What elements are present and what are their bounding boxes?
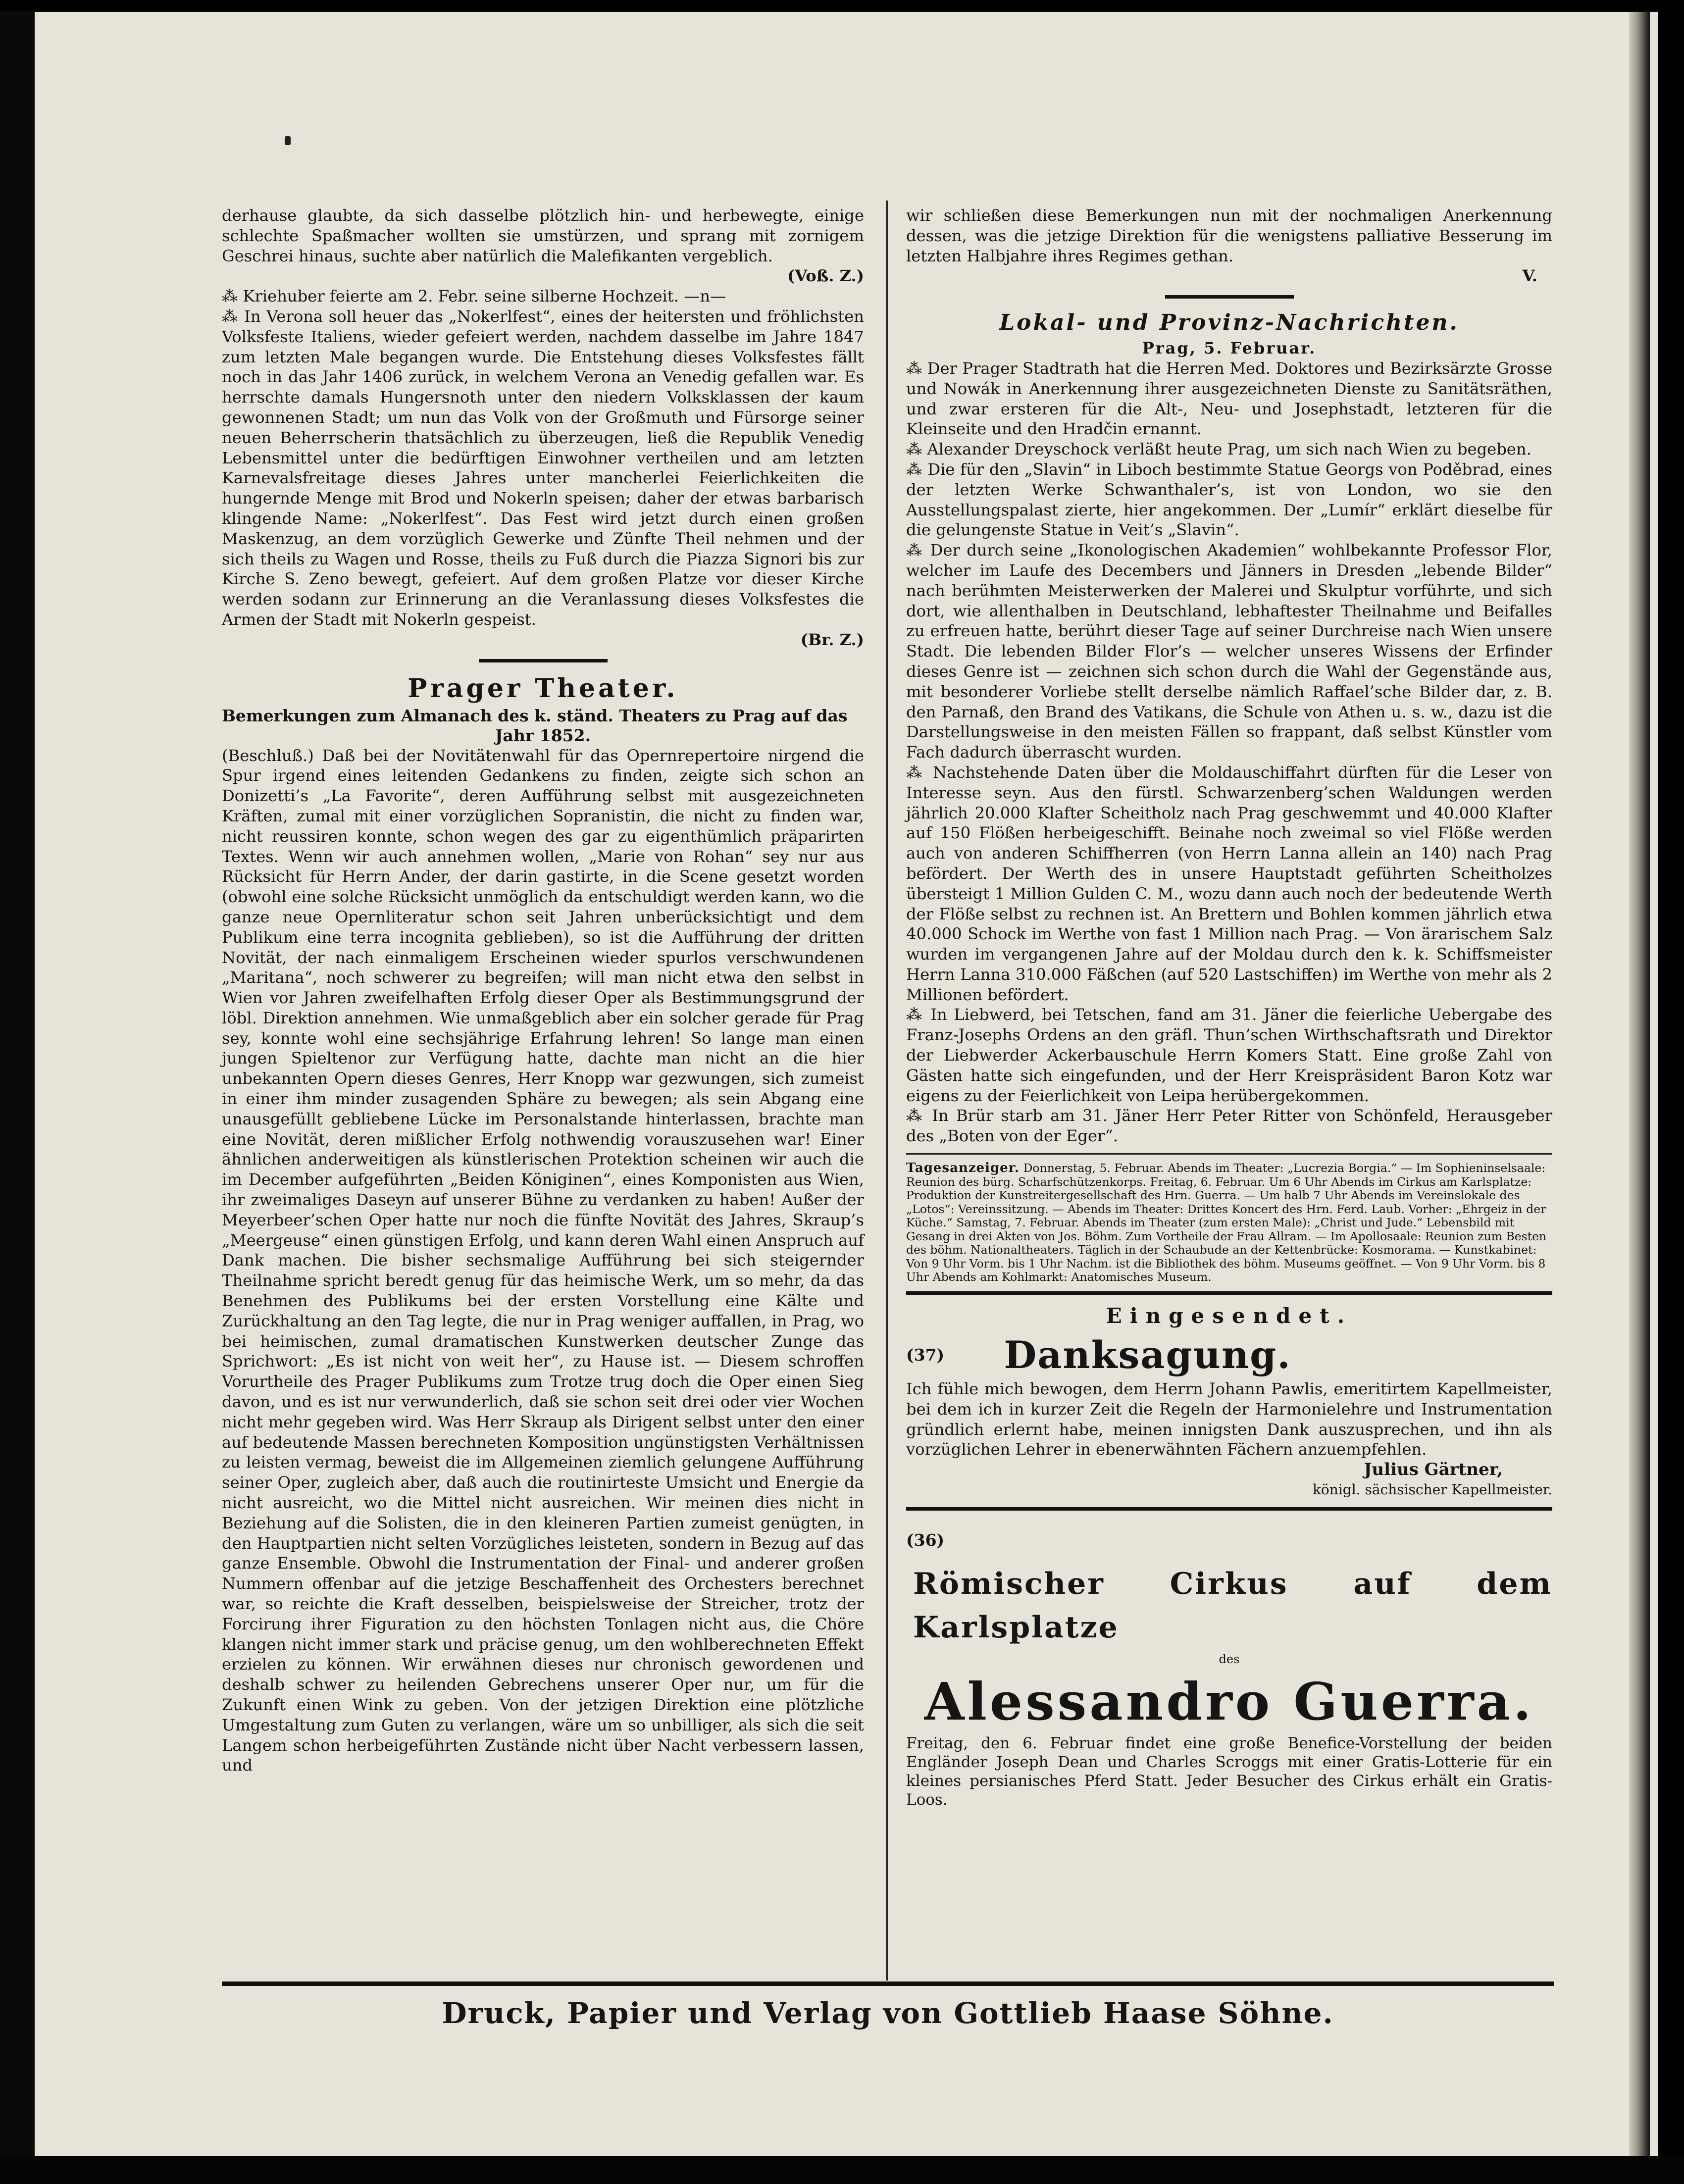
local-news-item: ⁂ In Brür starb am 31. Jäner Herr Peter Ritter von Schönfeld, Herausgeber des „Boten von der Eger“.	[906, 1106, 1552, 1146]
ad-danksagung-signature: Julius Gärtner,	[1364, 1460, 1503, 1480]
section-divider	[906, 1291, 1552, 1295]
ad-danksagung-title: Danksagung.	[1004, 1333, 1291, 1377]
local-news-item: ⁂ Der durch seine „Ikonologischen Akademien“ wohlbekannte Professor Flor, welcher im Laufe des Decembers und Jänners in Dresden „lebende Bilder“ nach berühmten Meisterwerken der Malerei und Skulptur vorführte, und sich dort, wie allenthalben in Deutschland, lebhaftester Theilnahme und Beifalles zu erfreuen hatte, berührt dieser Tage auf seiner Durchreise nach Wien unsere Stadt. Die lebenden Bilder Flor’s — welcher unseres Wissens der Erfinder dieses Genre ist — zeichnen sich schon durch die Wahl der Gegenstände aus, mit besonderer Vorliebe stellt derselbe nämlich Raffael’sche Bilder dar, z. B. den Parnaß, den Brand des Vatikans, die Schule von Athen u. s. w., dazu ist die Darstellungsweise in den meisten Fällen so frappant, daß selbst Künstler vom Fach dadurch überrascht wurden.	[906, 541, 1552, 762]
section-divider	[479, 659, 608, 662]
tagesanzeiger-entry: Täglich in der Schaubude an der Kettenbrücke: Kosmorama. — Kunstkabinet: Von 9 Uhr Vorm. bis 1 Uhr Nachm. ist die Bibliothek des böhm. Museums geöffnet. — Von 9 Uhr Vorm. bis 8 Uhr Abends am Kohlmarkt: Anatomisches Museum.	[906, 1243, 1546, 1284]
left-intro-source: (Voß. Z.)	[787, 266, 864, 286]
ink-speck	[285, 136, 291, 145]
scan-border-bottom	[0, 2156, 1684, 2184]
column-divider	[886, 201, 888, 1981]
tagesanzeiger-entry: Freitag, 6. Februar. Um 6 Uhr Abends im Cirkus am Karlsplatze: Produktion der Kunstreitergesellschaft des Hrn. Guerra. — Um halb 7 Uhr Abends im Vereinslokale des „Lotos“: Vereinssitzung. — Abends im Theater: Drittes Koncert des Hrn. Ferd. Laub. Vorher: „Ehrgeiz in der Küche.“	[906, 1174, 1546, 1230]
ad-danksagung-header	[906, 1330, 1552, 1379]
theater-subheading-line2: Jahr 1852.	[495, 725, 591, 745]
scan-border-top	[0, 0, 1684, 11]
theater-subheading	[222, 706, 864, 746]
news-item-verona: ⁂ In Verona soll heuer das „Nokerlfest“, eines der heitersten und fröhlichsten Volksfeste Italiens, wieder gefeiert werden, nachdem dasselbe im Jahre 1847 zum letzten Male begangen wurde. Die Entstehung dieses Volksfestes fällt noch in das Jahr 1406 zurück, in welchem Verona an Venedig gefallen war. Es herrschte damals Hungersnoth unter den niedern Volksklassen der kaum gewonnenen Stadt; um nun das Volk von der Großmuth und Fürsorge seiner neuen Beherrscherin thatsächlich zu überzeugen, ließ die Republik Venedig Lebensmittel unter die bedürftigen Einwohner vertheilen und am letzten Karnevalsfreitage dieses Jahres unter mancherlei Feierlichkeiten die hungernde Menge mit Brod und Nokerln speisen; daher der etwas barbarisch klingende Name: „Nokerlfest“. Das Fest wird jetzt durch einen großen Maskenzug, an dem vorzüglich Gewerke und Zünfte Theil nehmen und der sich theils zu Wagen und Rosse, theils zu Fuß durch die Piazza Signori bis zur Kirche S. Zeno bewegt, gefeiert. Auf dem großen Platze vor dieser Kirche werden sodann zur Erinnerung an die Veranlassung dieses Volksfestes die Armen der Stadt mit Nokerln gespeist.	[222, 306, 864, 629]
ad-danksagung-position: königl. sächsischer Kapellmeister.	[1312, 1481, 1552, 1498]
local-news-item: ⁂ In Liebwerd, bei Tetschen, fand am 31. Jäner die feierliche Uebergabe des Franz-Josephs Ordens an den gräfl. Thun’schen Wirthschaftsrath und Direktor der Liebwerder Ackerbauschule Herrn Komers Statt. Eine große Zahl von Gästen hatte sich eingefunden, und der Herr Kreispräsident Baron Kotz war eigens zu der Feierlichkeit von Leipa herübergekommen.	[906, 1005, 1552, 1105]
tagesanzeiger-label: Tagesanzeiger.	[906, 1161, 1020, 1176]
local-news-dateline: Prag, 5. Februar.	[1142, 339, 1317, 358]
footer-rule	[222, 1981, 1554, 1986]
ad-circus-director: Alessandro Guerra.	[924, 1671, 1534, 1732]
theater-article-conclusion: wir schließen diese Bemerkungen nun mit der nochmaligen Anerkennung dessen, was die jetzige Direktion für die wenigstens palliative Besserung im letzten Halbjahre ihres Regimes gethan.	[906, 206, 1552, 265]
local-news-item: ⁂ Die für den „Slavin“ in Liboch bestimmte Statue Georgs von Poděbrad, eines der letzten Werke Schwanthaler’s, ist von London, wo sie den Ausstellungspalast zierte, hier angekommen. Der „Lumír“ erklärt dieselbe für die gelungenste Statue in Veit’s „Slavin“.	[906, 459, 1552, 540]
left-intro-text: derhause glaubte, da sich dasselbe plötzlich hin- und herbewegte, einige schlechte Spaßmacher wollten sie umstürzen, und sprang mit zornigem Geschrei hinaus, suchte aber natürlich die Malefikanten vergeblich.	[222, 206, 864, 265]
local-news-heading: Lokal- und Provinz-Nachrichten.	[999, 310, 1459, 336]
scan-border-right	[1658, 0, 1684, 2184]
theater-article-body: (Beschluß.) Daß bei der Novitätenwahl für das Opernrepertoire nirgend die Spur irgend eines leitenden Gedankens zu finden, zeigte sich schon an Donizetti’s „La Favorite“, deren Aufführung selbst mit ausgezeichneten Kräften, zumal mit einer vorzüglichen Sopranistin, die nicht zu finden war, nicht reussiren konnte, schon wegen des gar zu eigenthümlich präparirten Textes. Wenn wir auch annehmen wollen, „Marie von Rohan“ sey nur aus Rücksicht für Herrn Ander, der darin gastirte, in die Scene gesetzt worden (obwohl eine solche Rücksicht unmöglich da entschuldigt werden kann, wo die ganze neue Opernliteratur schon seit Jahren unberücksichtigt und dem Publikum eine terra incognita geblieben), so ist die Aufführung der dritten Novität, der nach einmaligem Erscheinen wieder spurlos verschwundenen „Maritana“, noch schwerer zu begreifen; will man nicht etwa den selbst in Wien vor Jahren zweifelhaften Erfolg dieser Oper als Bestimmungsgrund der löbl. Direktion annehmen. Wie unmaßgeblich aber ein solcher gerade für Prag sey, konnte wohl eine sechsjährige Erfahrung lehren! So lange man einen jungen Spieltenor zur Verfügung hatte, dachte man nicht an die hier unbekannten Opern dieses Genres, Herr Knopp war gezwungen, sich zumeist in einer ihm minder zusagenden Sphäre zu bewegen; als sein Abgang eine unausgefüllt gebliebene Lücke im Personalstande hinterlassen, brachte man eine Novität, deren mißlicher Erfolg nothwendig vorauszusehen war! Einer ähnlichen anderweitigen als künstlerischen Protektion scheinen wir auch die im December aufgeführten „Beiden Königinen“, eines Komponisten aus Wien, ihr zweimaliges Daseyn auf unserer Bühne zu verdanken zu haben! Außer der Meyerbeer’schen Oper hatte nur noch die fünfte Novität des Jahres, Skraup’s „Meergeuse“ einen günstigen Erfolg, und kann deren Wahl einen Anspruch auf Dank machen. Die bisher sechsmalige Aufführung bei sich steigernder Theilnahme spricht beredt genug für das heimische Werk, um so mehr, da das Benehmen des Publikums bei der ersten Vorstellung eine Kälte und Zurückhaltung an den Tag legte, die nur in Prag weniger auffallen, in Prag, wo bei heimischen, zumal dramatischen Kunstwerken deutscher Zunge das Sprichwort: „Es ist nicht von weit her“, zu Hause ist. — Diesem schroffen Vorurtheile des Prager Publikums zum Trotze trug doch die Oper einen Sieg davon, und es ist nur verwunderlich, daß sie schon seit drei oder vier Wochen nicht mehr gegeben wird. Was Herr Skraup als Dirigent selbst unter den einer auf bedeutende Massen berechneten Komposition ungünstigsten Verhältnissen zu leisten vermag, beweist die im Allgemeinen ziemlich gelungene Aufführung seiner Oper, zugleich aber, daß auch die routinirteste Umsicht und Energie da nicht ausreicht, wo die Mittel nicht ausreichen. Wir meinen dies nicht in Beziehung auf die Solisten, die in den kleineren Partien zumeist genügten, in den Hauptpartien nicht selten Vorzügliches leisteten, sondern in Bezug auf das ganze Ensemble. Obwohl die Instrumentation der Final- und anderer großen Nummern offenbar auf die jetzige Beschaffenheit des Orchesters berechnet war, so reichte die Kraft desselben, beispielsweise der Streicher, trotz der Forcirung ihrer Figuration zu den höchsten Tonlagen nicht aus, die Chöre klangen nicht immer stark und präcise genug, um den wohlberechneten Effekt erzielen zu können. Wir erwähnen dieses nur chronisch gewordenen und deshalb schwer zu heilenden Gebrechens unserer Oper nur, um für die Zukunft einen Wink zu geben. Von der jetzigen Direktion eine plötzliche Umgestaltung zum Guten zu verlangen, wäre um so unbilliger, als sich die seit Langem schon herbeigeführten Zustände nicht über Nacht verbessern lassen, und	[222, 746, 864, 1775]
ad-danksagung-body: Ich fühle mich bewogen, dem Herrn Johann Pawlis, emeritirtem Kapellmeister, bei dem ich in kurzer Zeit die Regeln der Harmonielehre und Instrumentation gründlich erlernt habe, meinen innigsten Dank auszusprechen, und ihn als vorzüglichen Lehrer in ebenerwähnten Fächern anzuempfehlen.	[906, 1379, 1552, 1459]
right-column	[906, 205, 1552, 1809]
ad-circus-body: Freitag, den 6. Februar findet eine große Benefice-Vorstellung der beiden Engländer Joseph Dean und Charles Scroggs mit einer Gratis-Lotterie für ein kleines persianisches Pferd Statt. Jeder Besucher des Cirkus erhält ein Gratis-Loos.	[906, 1734, 1552, 1809]
news-item-verona-source: (Br. Z.)	[800, 630, 864, 649]
section-divider	[906, 1153, 1552, 1155]
section-divider	[906, 1507, 1552, 1511]
ad-circus-title: Römischer Cirkus auf dem Karlsplatze	[913, 1567, 1552, 1645]
local-news-item: ⁂ Der Prager Stadtrath hat die Herren Med. Doktores und Bezirksärzte Grosse und Nowák in Anerkennung ihrer ausgezeichneten Dienste zu Sanitätsräthen, und zwar ersteren für die Alt-, Neu- und Josephstadt, letzteren für die Kleinseite und den Hradčin ernannt.	[906, 358, 1552, 439]
ad-number: (37)	[906, 1345, 945, 1365]
eingesendet-heading: Eingesendet.	[1106, 1303, 1353, 1328]
theater-subheading-line1: Bemerkungen zum Almanach des k. ständ. Theaters zu Prag auf das	[222, 706, 848, 725]
local-news-item: ⁂ Alexander Dreyschock verläßt heute Prag, um sich nach Wien zu begeben.	[906, 440, 1531, 459]
tagesanzeiger-entry: Donnerstag, 5. Februar. Abends im Theater: „Lucrezia Borgia.“	[1023, 1161, 1397, 1175]
printer-imprint: Druck, Papier und Verlag von Gottlieb Haase Söhne.	[442, 1996, 1334, 2030]
left-column	[222, 205, 864, 1776]
tagesanzeiger-entry: Samstag, 7. Februar. Abends im Theater (zum ersten Male): „Christ und Jude.“ Lebensbild mit Gesang in drei Akten von Jos. Böhm. Zum Vortheile der Frau Allram. — Im Apollosaale: Reunion zum Besten des böhm. Nationaltheaters.	[906, 1216, 1547, 1257]
news-item-kriehuber: ⁂ Kriehuber feierte am 2. Febr. seine silberne Hochzeit. —n—	[222, 287, 726, 306]
ad-number: (36)	[906, 1530, 945, 1550]
section-divider	[1165, 295, 1294, 299]
theater-heading: Prager Theater.	[408, 673, 678, 704]
ad-circus-des: des	[1219, 1652, 1240, 1667]
theater-article-author: V.	[1522, 266, 1537, 286]
page-binding-edge	[1629, 12, 1650, 2156]
ad-circus-header	[906, 1518, 1552, 1650]
tagesanzeiger-entry: — Im Sophieninselsaale: Reunion des bürg. Scharfschützenkorps.	[906, 1161, 1546, 1189]
tagesanzeiger-listing	[906, 1162, 1552, 1284]
local-news-item: ⁂ Nachstehende Daten über die Moldauschiffahrt dürften für die Leser von Interesse seyn. Aus den fürstl. Schwarzenberg’schen Waldungen werden jährlich 20.000 Klafter Scheitholz nach Prag geschwemmt und 40.000 Klafter auf 150 Flößen herbeigeschifft. Beinahe noch zweimal so viel Flöße werden auch von anderen Schiffherren (von Herrn Lanna allein an 140) nach Prag befördert. Der Werth des in unsere Hauptstadt geführten Scheitholzes übersteigt 1 Million Gulden C. M., wozu dann auch noch der bedeutende Werth der Flöße selbst zu rechnen ist. An Brettern und Bohlen kommen jährlich etwa 40.000 Schock im Werthe von fast 1 Million nach Prag. — Von ärarischem Salz wurden im vergangenen Jahre auf der Moldau durch den k. k. Schiffsmeister Herrn Lanna 310.000 Fäßchen (auf 520 Lastschiffen) im Werthe von mehr als 2 Millionen befördert.	[906, 762, 1552, 1004]
